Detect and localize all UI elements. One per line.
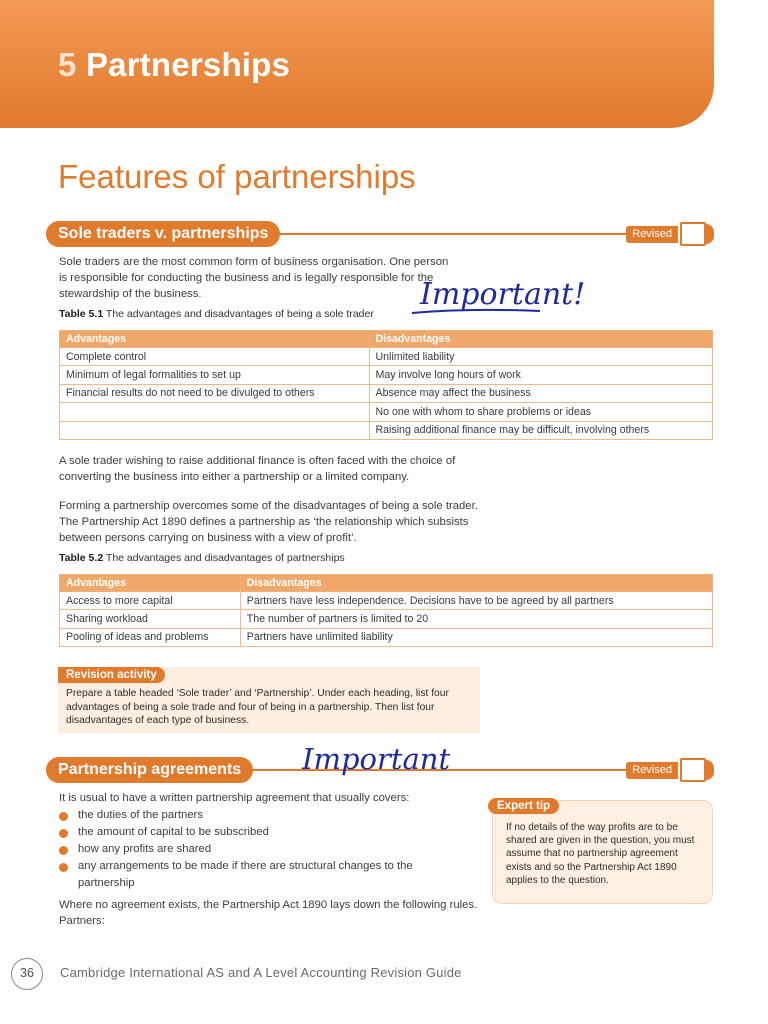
page-number: 36	[11, 958, 43, 990]
chapter-number: 5	[58, 46, 77, 83]
finance-paragraph: A sole trader wishing to raise additional finance is often faced with the choice of converting the business into either a partnership or a limited company.	[59, 455, 456, 483]
table-row	[60, 348, 713, 366]
expert-tip-label: Expert tip	[488, 798, 559, 814]
table-cell: The number of partners is limited to 20	[240, 610, 712, 628]
topic-bar-cap	[706, 760, 714, 780]
revised-label: Revised	[626, 226, 678, 243]
partnership-definition-paragraph: Forming a partnership overcomes some of the disadvantages of being a sole trader. The Partnership Act 1890 defines a partnership as ‘the relationship which subsists between persons carrying on business with a view of profit’.	[59, 500, 478, 544]
table-cell: No one with whom to share problems or ideas	[369, 403, 712, 421]
chapter-banner	[0, 0, 714, 128]
table-row	[60, 421, 713, 439]
partnership-table	[59, 574, 713, 647]
table-caption-2-number: Table 5.2	[59, 552, 104, 564]
table-cell: Absence may affect the business	[369, 384, 712, 402]
footer-title: Cambridge International AS and A Level Accounting Revision Guide	[60, 965, 462, 980]
table-caption-1-number: Table 5.1	[59, 308, 104, 320]
table-cell: May involve long hours of work	[369, 366, 712, 384]
topic-bar-cap	[706, 224, 714, 244]
topic-label: Sole traders v. partnerships	[46, 221, 280, 247]
chapter-title	[58, 46, 290, 84]
table-cell: Partners have less independence. Decisions have to be agreed by all partners	[240, 592, 712, 610]
table-cell: Sharing workload	[60, 610, 241, 628]
table-header: Advantages	[60, 575, 241, 592]
topic-label: Partnership agreements	[46, 757, 253, 783]
agreement-intro: It is usual to have a written partnership agreement that usually covers:	[59, 792, 410, 804]
table-cell: Complete control	[60, 348, 370, 366]
agreement-closing: Where no agreement exists, the Partnership Act 1890 lays down the following rules. Partners:	[59, 899, 478, 927]
table-header: Disadvantages	[240, 575, 712, 592]
table-cell	[60, 403, 370, 421]
table-cell: Minimum of legal formalities to set up	[60, 366, 370, 384]
table-row	[60, 610, 713, 628]
table-caption-1	[59, 308, 374, 320]
table-header: Disadvantages	[369, 331, 712, 348]
table-caption-2	[59, 552, 345, 564]
table-cell: Partners have unlimited liability	[240, 628, 712, 646]
revised-checkbox[interactable]	[680, 758, 706, 782]
list-item: the duties of the partners	[59, 807, 339, 824]
table-row	[60, 403, 713, 421]
revision-activity-box	[58, 667, 480, 733]
revised-label: Revised	[626, 762, 678, 779]
section-heading: Features of partnerships	[58, 158, 416, 195]
list-item: any arrangements to be made if there are structural changes to the partnership	[59, 858, 469, 892]
table-header: Advantages	[60, 331, 370, 348]
table-cell: Access to more capital	[60, 592, 241, 610]
chapter-name: Partnerships	[85, 46, 291, 83]
handwritten-note-important-2: Important	[302, 742, 451, 776]
table-header-row	[60, 575, 713, 592]
table-row	[60, 366, 713, 384]
table-cell: Pooling of ideas and problems	[60, 628, 241, 646]
table-row	[60, 384, 713, 402]
table-cell: Unlimited liability	[369, 348, 712, 366]
revised-checkbox[interactable]	[680, 222, 706, 246]
list-item: the amount of capital to be subscribed	[59, 824, 339, 841]
handwritten-note-important: Important!	[420, 277, 586, 312]
topic-bar-sole-traders	[46, 221, 714, 247]
expert-tip-text: If no details of the way profits are to be shared are given in the question, you must assume that no partnership agreement exists and so the Partnership Act 1890 applies to the question.	[506, 822, 695, 886]
list-item: how any profits are shared	[59, 841, 339, 858]
table-caption-1-text: The advantages and disadvantages of being a sole trader	[105, 308, 374, 320]
table-caption-2-text: The advantages and disadvantages of partnerships	[105, 552, 345, 564]
table-cell: Financial results do not need to be divulged to others	[60, 384, 370, 402]
sole-trader-table	[59, 330, 713, 440]
table-cell	[60, 421, 370, 439]
table-row	[60, 592, 713, 610]
revision-activity-text: Prepare a table headed ‘Sole trader’ and ‘Partnership’. Under each heading, list four advantages of being a sole trade and four of being in a partnership. Then list four disadvantages of each type of business.	[66, 688, 449, 726]
topic-rule	[246, 233, 674, 235]
revision-activity-label: Revision activity	[58, 667, 165, 683]
intro-paragraph: Sole traders are the most common form of business organisation. One person is responsible for conducting the business and is legally responsible for the stewardship of the business.	[59, 256, 449, 300]
agreement-bullet-list	[59, 807, 469, 892]
handwritten-underline	[408, 304, 548, 318]
table-row	[60, 628, 713, 646]
expert-tip-box	[492, 800, 713, 904]
table-cell: Raising additional finance may be difficult, involving others	[369, 421, 712, 439]
table-header-row	[60, 331, 713, 348]
